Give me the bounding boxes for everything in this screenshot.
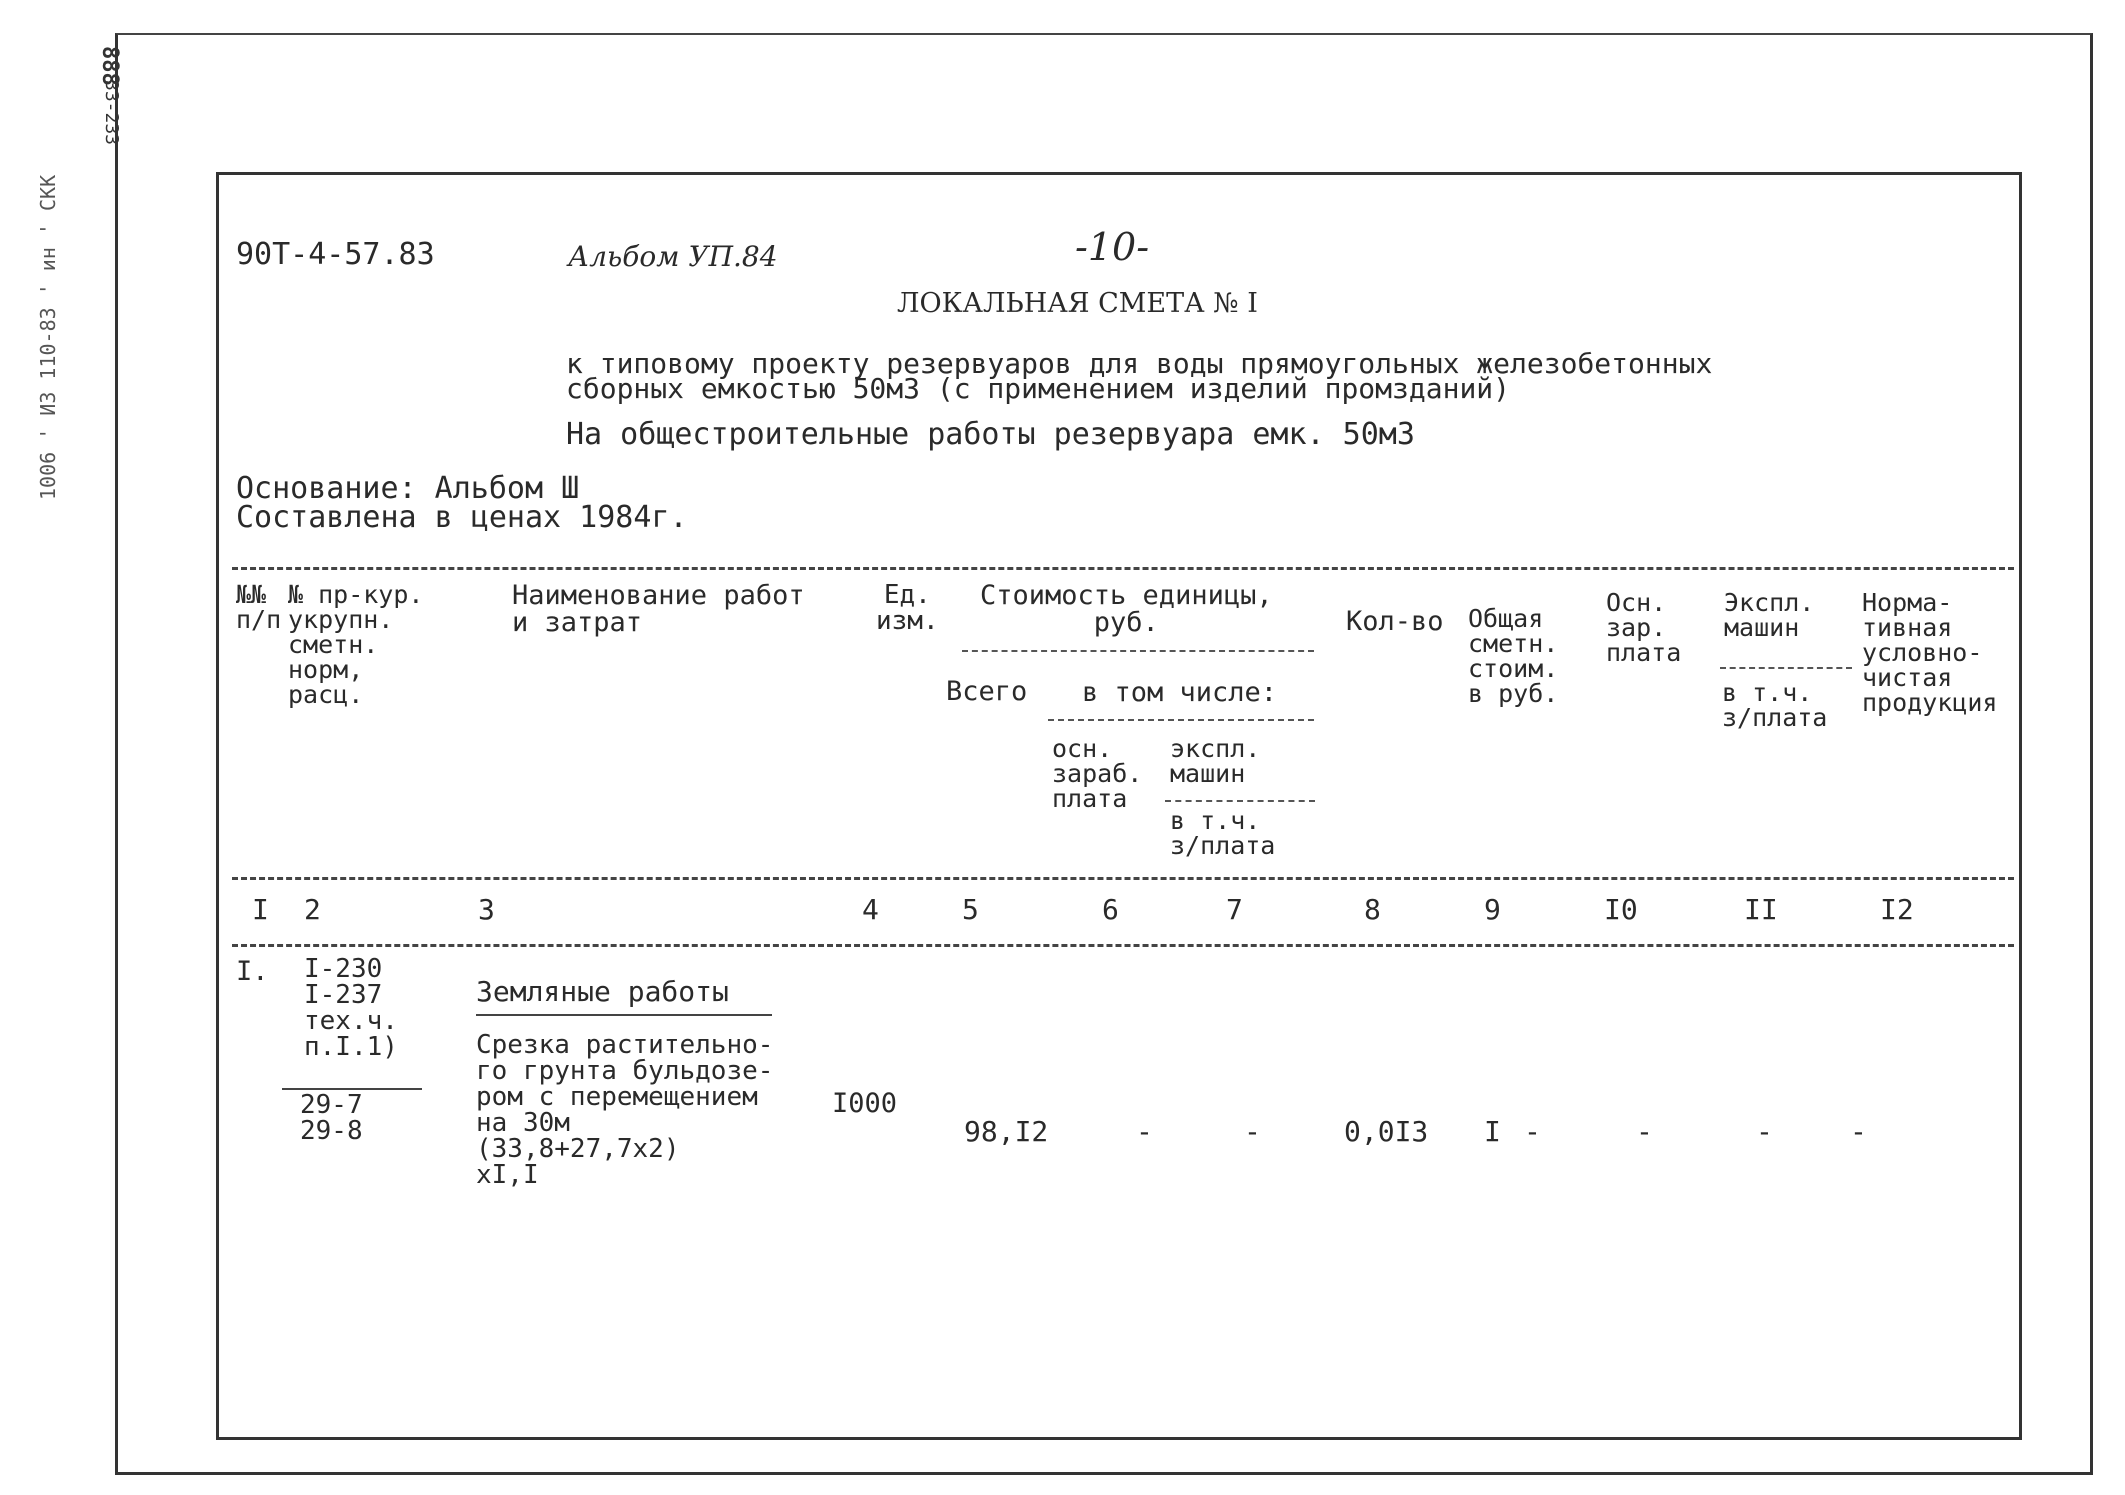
header-total-cost: Общая сметн. стоим. в руб. bbox=[1468, 604, 1559, 708]
subtitle-line-2: сборных емкостью 50м3 (с применением изделий промзданий) bbox=[566, 372, 1511, 405]
header-num: №№ п/п bbox=[236, 580, 282, 634]
header-name: Наименование работ и затрат bbox=[512, 580, 805, 638]
row-col12: - bbox=[1850, 1115, 1867, 1148]
row-norm-top: I-230 I-237 тех.ч. п.I.1) bbox=[304, 954, 398, 1062]
row-cost: I bbox=[1484, 1115, 1501, 1148]
header-machines: экспл. машин bbox=[1170, 734, 1261, 788]
row-col10: - bbox=[1636, 1115, 1653, 1148]
header-incl-group: в том числе: bbox=[1082, 677, 1278, 708]
margin-stamp-top: 888 bbox=[97, 46, 122, 86]
header-total: Всего bbox=[946, 676, 1028, 707]
colnum-12: I2 bbox=[1880, 893, 1914, 926]
margin-stamp-code: ЗЗ-233 bbox=[101, 80, 122, 146]
subtitle-line-1: к типовому проекту резервуаров для воды прямоугольных железобетонных bbox=[566, 347, 1713, 380]
row-unit: I000 bbox=[832, 1088, 898, 1119]
colnum-1: I bbox=[252, 893, 269, 926]
header-qty: Кол-во bbox=[1346, 606, 1444, 637]
row-cost-dash: - bbox=[1524, 1115, 1541, 1148]
row-machines: - bbox=[1244, 1115, 1261, 1148]
page-title: ЛОКАЛЬНАЯ СМЕТА № I bbox=[897, 288, 1258, 319]
header-unit: Ед. изм. bbox=[876, 580, 939, 636]
row-qty: 0,0I3 bbox=[1344, 1115, 1429, 1148]
table-header-bottom-rule bbox=[232, 877, 2014, 880]
album-label: Альбом УП.84 bbox=[568, 240, 778, 273]
header-net-product: Норма- тивная условно- чистая продукция bbox=[1862, 588, 1998, 717]
section-underline bbox=[476, 1014, 772, 1016]
row-total: 98,I2 bbox=[964, 1115, 1049, 1148]
header-exp-machines: Экспл. машин bbox=[1724, 588, 1815, 642]
page-number: -10- bbox=[1075, 225, 1150, 269]
table-top-rule bbox=[232, 567, 2014, 570]
basis-line: Основание: Альбом Ш bbox=[236, 471, 580, 506]
header-machines-wage: в т.ч. з/плата bbox=[1170, 806, 1276, 860]
colnum-4: 4 bbox=[862, 893, 879, 926]
row-col11: - bbox=[1756, 1115, 1773, 1148]
header-wage: осн. зараб. плата bbox=[1052, 734, 1143, 813]
colnum-5: 5 bbox=[962, 893, 979, 926]
colnum-2: 2 bbox=[304, 893, 321, 926]
row-num: I. bbox=[236, 956, 269, 987]
row-work-name: Срезка растительно- го грунта бульдозе- ром с перемещением на 30м (33,8+27,7х2) хI,I bbox=[476, 1030, 774, 1190]
row-section-title: Земляные работы bbox=[476, 975, 729, 1008]
colnum-10: I0 bbox=[1604, 893, 1638, 926]
header-base-wage: Осн. зар. плата bbox=[1606, 588, 1682, 667]
row-wage: - bbox=[1136, 1115, 1153, 1148]
subtitle-line-3: На общестроительные работы резервуара емк. 50м3 bbox=[566, 417, 1415, 452]
header-norm: № пр-кур. укрупн. сметн. норм, расц. bbox=[288, 580, 424, 709]
column-numbers-bottom-rule bbox=[232, 944, 2014, 947]
colnum-6: 6 bbox=[1102, 893, 1119, 926]
header-exp-machines-wage: в т.ч. з/плата bbox=[1722, 678, 1828, 732]
colnum-7: 7 bbox=[1226, 893, 1243, 926]
cost-group-rule bbox=[962, 650, 1314, 652]
colnum-9: 9 bbox=[1484, 893, 1501, 926]
machines-sub-rule bbox=[1165, 800, 1315, 802]
prices-line: Составлена в ценах 1984г. bbox=[236, 500, 688, 535]
colnum-8: 8 bbox=[1364, 893, 1381, 926]
colnum-11: II bbox=[1744, 893, 1778, 926]
col11-sub-rule bbox=[1720, 667, 1852, 669]
document-code: 90Т-4-57.83 bbox=[236, 237, 435, 272]
margin-side-text: 1006 ' ИЗ 110-83 ' ин ' СКК bbox=[36, 174, 60, 500]
colnum-3: 3 bbox=[478, 893, 495, 926]
row-norm-bottom: 29-7 29-8 bbox=[300, 1090, 363, 1146]
header-cost-group: Стоимость единицы, руб. bbox=[980, 580, 1273, 638]
incl-group-rule bbox=[1048, 719, 1314, 721]
